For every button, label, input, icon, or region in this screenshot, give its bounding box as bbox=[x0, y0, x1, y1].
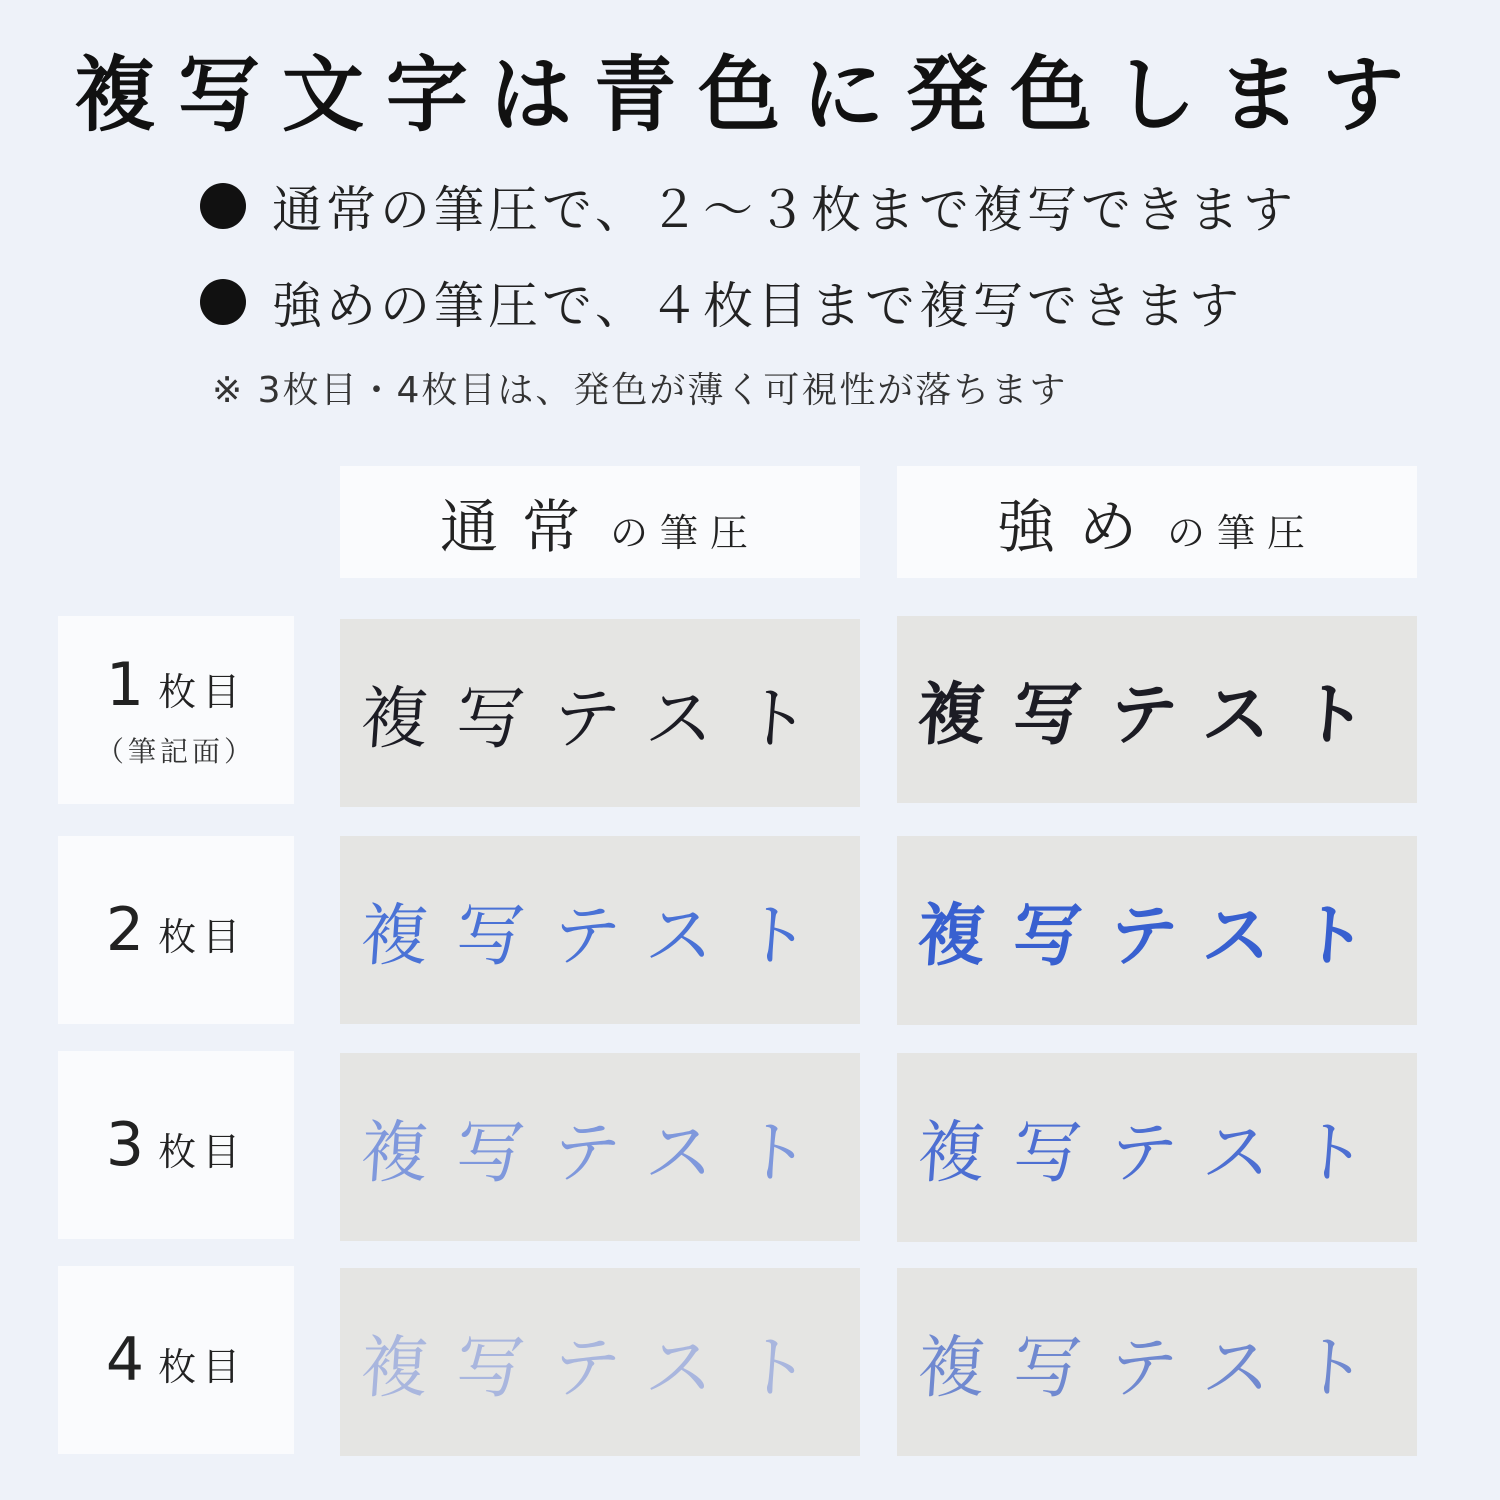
column-header-main: 通常 bbox=[439, 493, 604, 561]
bullet-list bbox=[200, 158, 1297, 350]
bullet-text: 通常の筆圧で、２～３枚まで複写できます bbox=[272, 181, 1297, 239]
row-label-3 bbox=[58, 1051, 294, 1239]
row-label-4 bbox=[58, 1266, 294, 1454]
row-number: 1 bbox=[105, 650, 145, 720]
row-label-2 bbox=[58, 836, 294, 1024]
column-header-sub: の筆圧 bbox=[610, 510, 761, 555]
sample-row4-normal bbox=[340, 1268, 860, 1456]
row-unit: 枚目 bbox=[158, 1130, 247, 1174]
bullet-item bbox=[200, 254, 1297, 350]
sample-text: 複写テスト bbox=[915, 1328, 1398, 1408]
sample-text: 複写テスト bbox=[358, 1113, 841, 1193]
sample-text: 複写テスト bbox=[915, 676, 1398, 755]
sample-text: 複写テスト bbox=[358, 896, 841, 976]
row-number: 2 bbox=[105, 895, 145, 965]
row-unit: 枚目 bbox=[158, 1345, 247, 1389]
sample-text: 複写テスト bbox=[358, 1328, 841, 1408]
sample-row2-normal bbox=[340, 836, 860, 1024]
bullet-item bbox=[200, 158, 1297, 254]
sample-row1-normal bbox=[340, 619, 860, 807]
sample-row3-normal bbox=[340, 1053, 860, 1241]
bullet-text: 強めの筆圧で、４枚目まで複写できます bbox=[272, 277, 1243, 335]
column-header-normal bbox=[340, 466, 860, 578]
sample-row1-strong bbox=[897, 616, 1417, 803]
sample-row2-strong bbox=[897, 836, 1417, 1025]
row-sublabel: （筆記面） bbox=[95, 735, 256, 768]
sample-text: 複写テスト bbox=[915, 1114, 1398, 1193]
sample-row4-strong bbox=[897, 1268, 1417, 1456]
row-unit: 枚目 bbox=[158, 915, 247, 959]
row-number: 3 bbox=[105, 1110, 145, 1180]
column-header-strong bbox=[897, 466, 1417, 578]
row-unit: 枚目 bbox=[158, 670, 247, 714]
bullet-dot-icon bbox=[200, 183, 246, 229]
sample-text: 複写テスト bbox=[915, 897, 1398, 976]
sample-row3-strong bbox=[897, 1053, 1417, 1242]
bullet-dot-icon bbox=[200, 279, 246, 325]
row-label-1 bbox=[58, 616, 294, 804]
column-header-sub: の筆圧 bbox=[1167, 510, 1318, 555]
column-header-main: 強め bbox=[996, 493, 1161, 561]
page-title: 複写文字は青色に発色します bbox=[73, 48, 1426, 143]
row-number: 4 bbox=[105, 1325, 145, 1395]
sample-text: 複写テスト bbox=[358, 679, 841, 759]
footnote: ※ 3枚目・4枚目は、発色が薄く可視性が落ちます bbox=[212, 370, 1068, 411]
